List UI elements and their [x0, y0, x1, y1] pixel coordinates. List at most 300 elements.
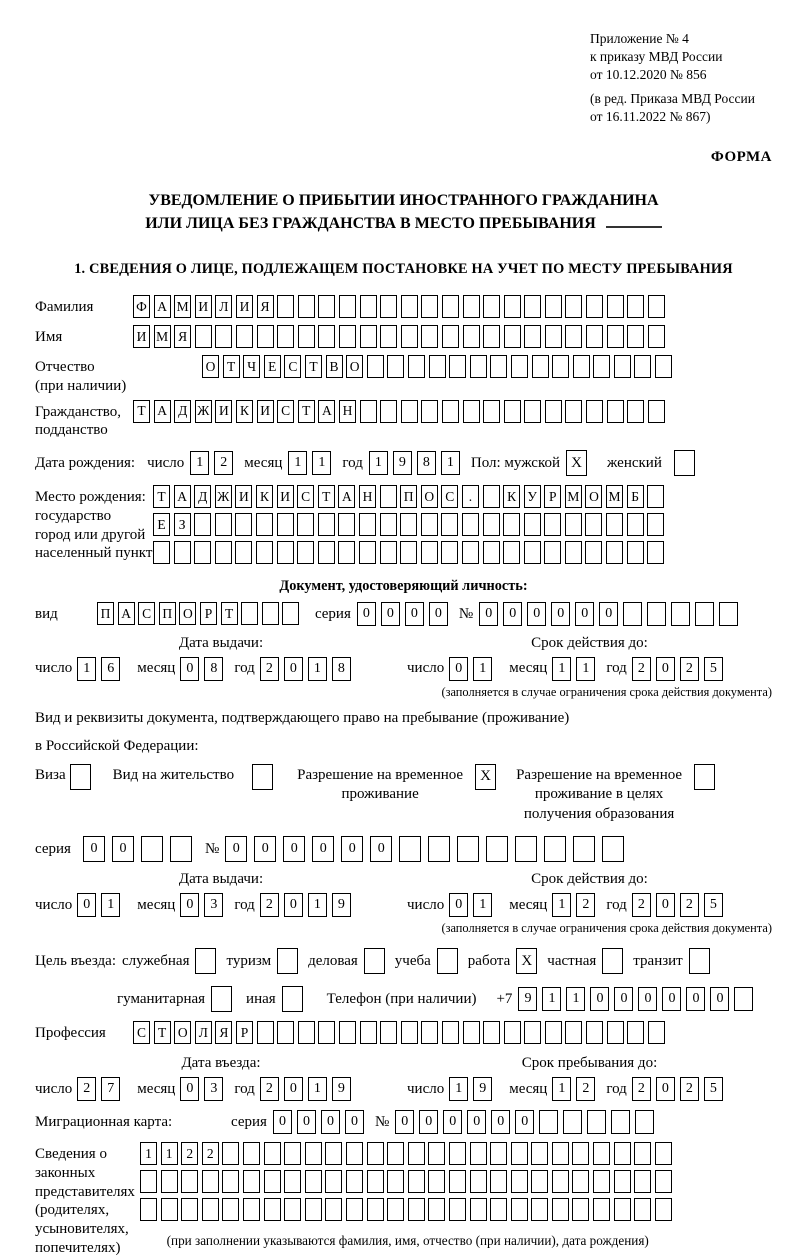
char-box[interactable]	[346, 1198, 363, 1221]
char-box[interactable]	[421, 400, 438, 423]
char-box[interactable]	[305, 1170, 322, 1193]
char-box[interactable]: 9	[332, 893, 351, 917]
char-box[interactable]	[586, 400, 603, 423]
char-box[interactable]: У	[524, 485, 541, 508]
char-box[interactable]: Л	[195, 1021, 212, 1044]
char-box[interactable]: 1	[140, 1142, 157, 1165]
char-box[interactable]	[360, 1021, 377, 1044]
char-box[interactable]: Т	[153, 485, 170, 508]
temp-residence-edu-checkbox[interactable]	[694, 764, 715, 790]
char-box[interactable]: Е	[153, 513, 170, 536]
purpose-study-checkbox[interactable]	[437, 948, 458, 974]
char-box[interactable]: И	[257, 400, 274, 423]
char-box[interactable]	[470, 1142, 487, 1165]
char-box[interactable]: 1	[369, 451, 388, 475]
char-box[interactable]	[421, 1021, 438, 1044]
char-box[interactable]	[457, 836, 479, 862]
char-box[interactable]: 0	[180, 1077, 199, 1101]
temp-residence-checkbox[interactable]: X	[475, 764, 496, 790]
char-box[interactable]	[421, 541, 438, 564]
char-box[interactable]	[442, 1021, 459, 1044]
char-box[interactable]	[222, 1142, 239, 1165]
char-box[interactable]: 7	[101, 1077, 120, 1101]
char-box[interactable]: О	[346, 355, 363, 378]
char-box[interactable]: И	[277, 485, 294, 508]
char-box[interactable]	[284, 1198, 301, 1221]
char-box[interactable]	[524, 513, 541, 536]
char-box[interactable]	[627, 541, 644, 564]
char-box[interactable]	[490, 1170, 507, 1193]
char-box[interactable]	[325, 1198, 342, 1221]
char-box[interactable]	[262, 602, 279, 625]
char-box[interactable]	[161, 1170, 178, 1193]
char-box[interactable]: 0	[321, 1110, 340, 1134]
char-box[interactable]	[511, 355, 528, 378]
purpose-official-checkbox[interactable]	[195, 948, 216, 974]
char-box[interactable]: С	[297, 485, 314, 508]
char-box[interactable]	[734, 987, 753, 1011]
char-box[interactable]	[462, 541, 479, 564]
char-box[interactable]	[565, 541, 582, 564]
char-box[interactable]	[428, 1198, 445, 1221]
char-box[interactable]	[573, 836, 595, 862]
char-box[interactable]: 0	[614, 987, 633, 1011]
char-box[interactable]	[552, 1170, 569, 1193]
char-box[interactable]	[531, 1170, 548, 1193]
char-box[interactable]	[215, 325, 232, 348]
char-box[interactable]	[181, 1170, 198, 1193]
char-box[interactable]	[400, 513, 417, 536]
char-box[interactable]	[593, 1170, 610, 1193]
char-box[interactable]	[531, 1142, 548, 1165]
char-box[interactable]: 5	[704, 893, 723, 917]
char-box[interactable]: 6	[101, 657, 120, 681]
char-box[interactable]: 9	[473, 1077, 492, 1101]
char-box[interactable]	[367, 1142, 384, 1165]
char-box[interactable]	[565, 400, 582, 423]
char-box[interactable]	[504, 295, 521, 318]
char-box[interactable]	[648, 1021, 665, 1044]
char-box[interactable]	[607, 400, 624, 423]
char-box[interactable]	[277, 513, 294, 536]
char-box[interactable]	[483, 541, 500, 564]
char-box[interactable]	[449, 1142, 466, 1165]
char-box[interactable]	[539, 1110, 558, 1134]
char-box[interactable]: 1	[552, 893, 571, 917]
char-box[interactable]	[503, 513, 520, 536]
char-box[interactable]: 0	[443, 1110, 462, 1134]
char-box[interactable]: 0	[686, 987, 705, 1011]
char-box[interactable]: 0	[710, 987, 729, 1011]
char-box[interactable]	[277, 295, 294, 318]
char-box[interactable]	[544, 513, 561, 536]
char-box[interactable]: 0	[312, 836, 334, 862]
char-box[interactable]	[256, 541, 273, 564]
char-box[interactable]	[428, 1170, 445, 1193]
char-box[interactable]	[671, 602, 690, 626]
char-box[interactable]	[483, 485, 500, 508]
char-box[interactable]	[614, 1170, 631, 1193]
char-box[interactable]	[360, 295, 377, 318]
char-box[interactable]	[338, 541, 355, 564]
char-box[interactable]: С	[277, 400, 294, 423]
char-box[interactable]	[380, 485, 397, 508]
char-box[interactable]: Д	[174, 400, 191, 423]
char-box[interactable]: Я	[174, 325, 191, 348]
char-box[interactable]: А	[154, 400, 171, 423]
char-box[interactable]: 2	[632, 1077, 651, 1101]
char-box[interactable]	[647, 602, 666, 626]
char-box[interactable]: 5	[704, 657, 723, 681]
char-box[interactable]	[463, 295, 480, 318]
char-box[interactable]: 9	[332, 1077, 351, 1101]
char-box[interactable]	[380, 295, 397, 318]
char-box[interactable]: 0	[638, 987, 657, 1011]
char-box[interactable]: 0	[297, 1110, 316, 1134]
char-box[interactable]: 2	[632, 657, 651, 681]
char-box[interactable]	[195, 325, 212, 348]
char-box[interactable]: 0	[590, 987, 609, 1011]
char-box[interactable]: 1	[449, 1077, 468, 1101]
char-box[interactable]: 0	[284, 1077, 303, 1101]
char-box[interactable]	[572, 1142, 589, 1165]
char-box[interactable]	[339, 325, 356, 348]
char-box[interactable]	[284, 1142, 301, 1165]
char-box[interactable]	[606, 513, 623, 536]
char-box[interactable]	[647, 513, 664, 536]
char-box[interactable]	[470, 1198, 487, 1221]
char-box[interactable]: О	[179, 602, 196, 625]
char-box[interactable]	[298, 295, 315, 318]
char-box[interactable]: И	[235, 485, 252, 508]
char-box[interactable]	[563, 1110, 582, 1134]
char-box[interactable]	[593, 1142, 610, 1165]
purpose-humanitarian-checkbox[interactable]	[211, 986, 232, 1012]
char-box[interactable]	[627, 1021, 644, 1044]
char-box[interactable]	[504, 400, 521, 423]
char-box[interactable]	[531, 1198, 548, 1221]
char-box[interactable]	[153, 541, 170, 564]
char-box[interactable]	[634, 1142, 651, 1165]
char-box[interactable]	[655, 1198, 672, 1221]
char-box[interactable]: П	[159, 602, 176, 625]
char-box[interactable]	[593, 1198, 610, 1221]
char-box[interactable]	[401, 325, 418, 348]
char-box[interactable]	[380, 400, 397, 423]
char-box[interactable]	[545, 295, 562, 318]
char-box[interactable]	[565, 1021, 582, 1044]
char-box[interactable]: З	[174, 513, 191, 536]
char-box[interactable]	[441, 513, 458, 536]
char-box[interactable]: 0	[405, 602, 424, 626]
sex-female-checkbox[interactable]	[674, 450, 695, 476]
char-box[interactable]	[408, 1198, 425, 1221]
char-box[interactable]	[399, 836, 421, 862]
char-box[interactable]	[524, 541, 541, 564]
char-box[interactable]	[515, 836, 537, 862]
char-box[interactable]: 1	[542, 987, 561, 1011]
char-box[interactable]	[593, 355, 610, 378]
char-box[interactable]: 0	[656, 893, 675, 917]
char-box[interactable]	[222, 1198, 239, 1221]
char-box[interactable]: Т	[154, 1021, 171, 1044]
char-box[interactable]	[305, 1142, 322, 1165]
char-box[interactable]: 0	[395, 1110, 414, 1134]
char-box[interactable]	[586, 325, 603, 348]
char-box[interactable]	[257, 325, 274, 348]
char-box[interactable]	[241, 602, 258, 625]
char-box[interactable]: 0	[341, 836, 363, 862]
char-box[interactable]	[573, 355, 590, 378]
char-box[interactable]: И	[236, 295, 253, 318]
char-box[interactable]	[607, 325, 624, 348]
char-box[interactable]	[380, 513, 397, 536]
char-box[interactable]	[634, 1170, 651, 1193]
char-box[interactable]: 2	[202, 1142, 219, 1165]
char-box[interactable]: 8	[332, 657, 351, 681]
char-box[interactable]	[483, 513, 500, 536]
char-box[interactable]	[339, 1021, 356, 1044]
char-box[interactable]	[170, 836, 192, 862]
char-box[interactable]	[387, 355, 404, 378]
char-box[interactable]	[442, 325, 459, 348]
purpose-tourism-checkbox[interactable]	[277, 948, 298, 974]
char-box[interactable]: 1	[566, 987, 585, 1011]
char-box[interactable]	[360, 325, 377, 348]
char-box[interactable]	[565, 295, 582, 318]
char-box[interactable]: П	[400, 485, 417, 508]
char-box[interactable]: 0	[345, 1110, 364, 1134]
char-box[interactable]	[463, 325, 480, 348]
char-box[interactable]: И	[215, 400, 232, 423]
char-box[interactable]: 1	[308, 893, 327, 917]
char-box[interactable]: 9	[393, 451, 412, 475]
char-box[interactable]	[235, 513, 252, 536]
char-box[interactable]	[524, 400, 541, 423]
char-box[interactable]: 0	[254, 836, 276, 862]
char-box[interactable]: Ж	[215, 485, 232, 508]
char-box[interactable]: 1	[288, 451, 307, 475]
char-box[interactable]: 1	[441, 451, 460, 475]
char-box[interactable]: 1	[308, 1077, 327, 1101]
char-box[interactable]: 0	[357, 602, 376, 626]
char-box[interactable]: 2	[680, 1077, 699, 1101]
char-box[interactable]: 0	[449, 657, 468, 681]
char-box[interactable]	[648, 400, 665, 423]
char-box[interactable]	[470, 1170, 487, 1193]
char-box[interactable]	[565, 325, 582, 348]
char-box[interactable]	[181, 1198, 198, 1221]
char-box[interactable]	[647, 485, 664, 508]
char-box[interactable]: 0	[225, 836, 247, 862]
char-box[interactable]	[442, 295, 459, 318]
char-box[interactable]	[346, 1170, 363, 1193]
char-box[interactable]	[483, 295, 500, 318]
char-box[interactable]: Т	[318, 485, 335, 508]
char-box[interactable]	[483, 1021, 500, 1044]
char-box[interactable]: О	[174, 1021, 191, 1044]
char-box[interactable]	[202, 1198, 219, 1221]
char-box[interactable]: 2	[181, 1142, 198, 1165]
char-box[interactable]	[470, 355, 487, 378]
char-box[interactable]	[602, 836, 624, 862]
char-box[interactable]: 0	[575, 602, 594, 626]
char-box[interactable]: Ч	[243, 355, 260, 378]
char-box[interactable]	[243, 1170, 260, 1193]
char-box[interactable]: 1	[473, 893, 492, 917]
char-box[interactable]	[627, 295, 644, 318]
char-box[interactable]	[449, 1198, 466, 1221]
char-box[interactable]: 3	[204, 1077, 223, 1101]
char-box[interactable]	[511, 1198, 528, 1221]
char-box[interactable]: А	[174, 485, 191, 508]
char-box[interactable]: 0	[479, 602, 498, 626]
char-box[interactable]	[421, 513, 438, 536]
char-box[interactable]	[243, 1198, 260, 1221]
char-box[interactable]: И	[195, 295, 212, 318]
char-box[interactable]	[655, 1142, 672, 1165]
char-box[interactable]: С	[133, 1021, 150, 1044]
char-box[interactable]: 0	[467, 1110, 486, 1134]
char-box[interactable]: О	[585, 485, 602, 508]
char-box[interactable]: 0	[449, 893, 468, 917]
char-box[interactable]	[359, 513, 376, 536]
char-box[interactable]	[243, 1142, 260, 1165]
char-box[interactable]: 2	[260, 893, 279, 917]
char-box[interactable]	[284, 1170, 301, 1193]
char-box[interactable]: 0	[284, 893, 303, 917]
char-box[interactable]: 0	[429, 602, 448, 626]
char-box[interactable]	[614, 355, 631, 378]
char-box[interactable]: 1	[552, 657, 571, 681]
char-box[interactable]: Ж	[195, 400, 212, 423]
char-box[interactable]: 0	[551, 602, 570, 626]
char-box[interactable]	[277, 325, 294, 348]
char-box[interactable]: .	[462, 485, 479, 508]
char-box[interactable]: 0	[656, 657, 675, 681]
char-box[interactable]: 2	[632, 893, 651, 917]
char-box[interactable]	[140, 1170, 157, 1193]
char-box[interactable]	[318, 325, 335, 348]
char-box[interactable]: П	[97, 602, 114, 625]
char-box[interactable]: К	[503, 485, 520, 508]
char-box[interactable]	[346, 1142, 363, 1165]
char-box[interactable]: 0	[180, 657, 199, 681]
char-box[interactable]	[623, 602, 642, 626]
char-box[interactable]	[585, 513, 602, 536]
char-box[interactable]: 8	[204, 657, 223, 681]
char-box[interactable]	[463, 400, 480, 423]
char-box[interactable]	[401, 1021, 418, 1044]
char-box[interactable]: 1	[190, 451, 209, 475]
char-box[interactable]	[648, 325, 665, 348]
char-box[interactable]	[318, 1021, 335, 1044]
char-box[interactable]: К	[236, 400, 253, 423]
char-box[interactable]	[486, 836, 508, 862]
char-box[interactable]: Т	[298, 400, 315, 423]
char-box[interactable]	[387, 1170, 404, 1193]
char-box[interactable]: 2	[260, 1077, 279, 1101]
char-box[interactable]	[298, 1021, 315, 1044]
char-box[interactable]	[257, 1021, 274, 1044]
char-box[interactable]: Ф	[133, 295, 150, 318]
char-box[interactable]: 2	[77, 1077, 96, 1101]
char-box[interactable]: Т	[223, 355, 240, 378]
char-box[interactable]	[318, 513, 335, 536]
char-box[interactable]: 0	[491, 1110, 510, 1134]
char-box[interactable]	[298, 325, 315, 348]
char-box[interactable]	[429, 355, 446, 378]
char-box[interactable]: Р	[236, 1021, 253, 1044]
char-box[interactable]	[318, 295, 335, 318]
purpose-business-checkbox[interactable]	[364, 948, 385, 974]
char-box[interactable]	[380, 541, 397, 564]
char-box[interactable]	[545, 325, 562, 348]
char-box[interactable]	[318, 541, 335, 564]
char-box[interactable]	[441, 541, 458, 564]
char-box[interactable]	[532, 355, 549, 378]
char-box[interactable]	[614, 1198, 631, 1221]
char-box[interactable]: 0	[273, 1110, 292, 1134]
char-box[interactable]: Я	[257, 295, 274, 318]
char-box[interactable]	[504, 1021, 521, 1044]
char-box[interactable]	[264, 1198, 281, 1221]
char-box[interactable]	[655, 1170, 672, 1193]
char-box[interactable]	[277, 541, 294, 564]
char-box[interactable]: 2	[576, 1077, 595, 1101]
char-box[interactable]: О	[421, 485, 438, 508]
char-box[interactable]	[367, 1198, 384, 1221]
char-box[interactable]	[367, 1170, 384, 1193]
char-box[interactable]	[256, 513, 273, 536]
char-box[interactable]: С	[138, 602, 155, 625]
char-box[interactable]	[380, 1021, 397, 1044]
char-box[interactable]: С	[284, 355, 301, 378]
char-box[interactable]	[305, 1198, 322, 1221]
char-box[interactable]	[400, 541, 417, 564]
char-box[interactable]	[194, 541, 211, 564]
char-box[interactable]: 2	[214, 451, 233, 475]
purpose-transit-checkbox[interactable]	[689, 948, 710, 974]
char-box[interactable]: 3	[204, 893, 223, 917]
char-box[interactable]: 2	[260, 657, 279, 681]
purpose-private-checkbox[interactable]	[602, 948, 623, 974]
char-box[interactable]	[421, 295, 438, 318]
char-box[interactable]	[428, 836, 450, 862]
char-box[interactable]	[627, 513, 644, 536]
char-box[interactable]	[634, 355, 651, 378]
char-box[interactable]	[524, 1021, 541, 1044]
char-box[interactable]: 1	[473, 657, 492, 681]
char-box[interactable]: А	[154, 295, 171, 318]
char-box[interactable]: 1	[101, 893, 120, 917]
char-box[interactable]	[586, 295, 603, 318]
char-box[interactable]	[215, 541, 232, 564]
char-box[interactable]	[161, 1198, 178, 1221]
char-box[interactable]	[490, 355, 507, 378]
char-box[interactable]: 0	[381, 602, 400, 626]
char-box[interactable]: 1	[308, 657, 327, 681]
char-box[interactable]: 0	[599, 602, 618, 626]
char-box[interactable]: Л	[215, 295, 232, 318]
char-box[interactable]	[264, 1170, 281, 1193]
purpose-other-checkbox[interactable]	[282, 986, 303, 1012]
char-box[interactable]	[297, 541, 314, 564]
char-box[interactable]	[463, 1021, 480, 1044]
char-box[interactable]: И	[133, 325, 150, 348]
char-box[interactable]	[587, 1110, 606, 1134]
char-box[interactable]: А	[338, 485, 355, 508]
